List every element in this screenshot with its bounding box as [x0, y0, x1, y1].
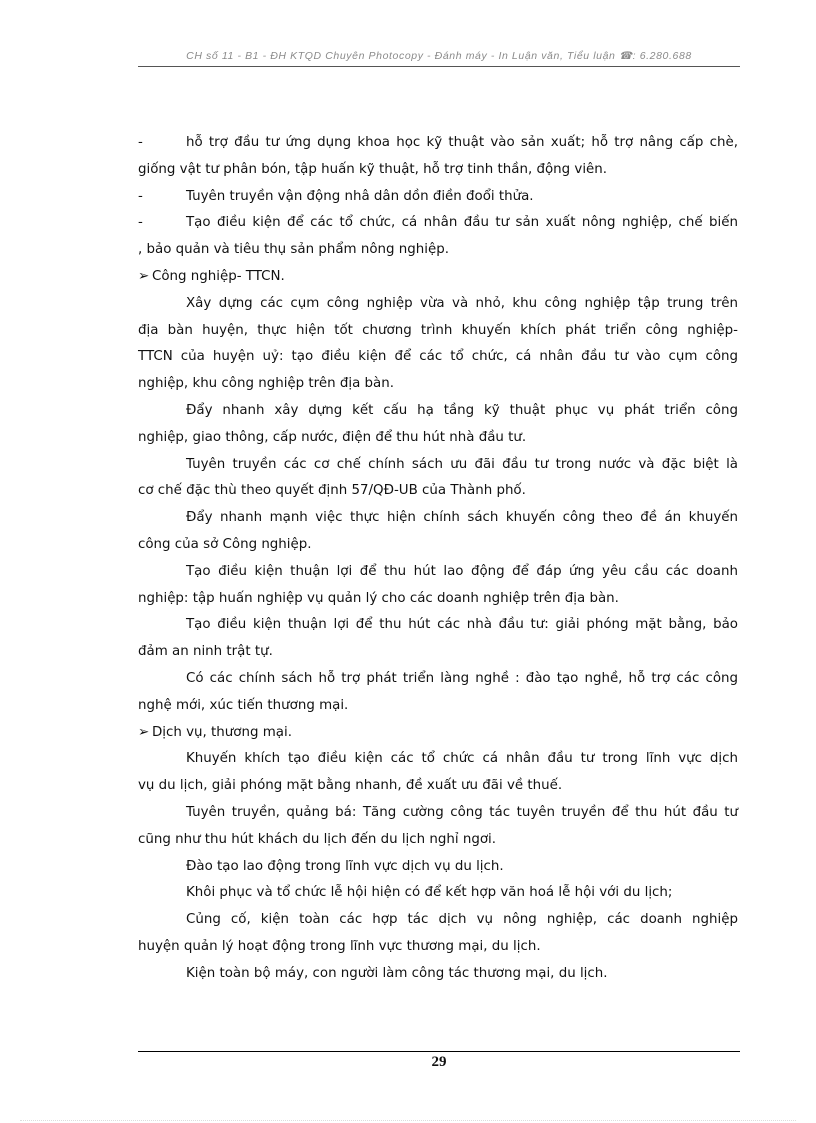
dash-bullet: - — [138, 215, 143, 231]
dash-bullet: - — [138, 188, 143, 204]
text-line: đảm an ninh trật tự. — [138, 644, 273, 660]
line-text: hỗ trợ đầu tư ứng dụng khoa học kỹ thuật vào sản xuất; hỗ trợ nâng cấp chè, — [186, 135, 738, 150]
section-heading — [138, 720, 738, 747]
text-line: TTCN của huyện uỷ: tạo điều kiện để các tổ chức, cá nhân đầu tư vào cụm công — [138, 349, 738, 365]
text-line: nghiệp, giao thông, cấp nước, điện để thu hút nhà đầu tư. — [138, 429, 527, 445]
text-line: Khuyến khích tạo điều kiện các tổ chức cá nhân đầu tư trong lĩnh vực dịch — [186, 751, 738, 767]
text-line: , bảo quản và tiêu thụ sản phẩm nông nghiệp. — [138, 242, 449, 258]
text-line: nghiệp, khu công nghiệp trên địa bàn. — [138, 376, 394, 392]
text-line: công của sở Công nghiệp. — [138, 536, 312, 552]
text-line: cơ chế đặc thù theo quyết định 57/QĐ-UB của Thành phố. — [138, 483, 526, 499]
text-line: Đẩy nhanh xây dựng kết cấu hạ tầng kỹ thuật phục vụ phát triển công — [186, 402, 738, 418]
section-heading — [138, 264, 738, 291]
line-text: Tạo điều kiện để các tổ chức, cá nhân đầu tư sản xuất nông nghiệp, chế biến — [186, 215, 738, 231]
arrow-bullet-icon: ➢ — [138, 268, 150, 284]
text-line: giống vật tư phân bón, tập huấn kỹ thuật, hỗ trợ tinh thần, động viên. — [138, 161, 608, 177]
text-line: nghệ mới, xúc tiến thương mại. — [138, 697, 349, 713]
page-body — [138, 130, 738, 988]
text-line: Đào tạo lao động trong lĩnh vực dịch vụ du lịch. — [186, 858, 504, 874]
text-line: cũng như thu hút khách du lịch đến du lịch nghỉ ngơi. — [138, 831, 496, 847]
list-item — [138, 184, 738, 211]
text-line: huyện quản lý hoạt động trong lĩnh vực thương mại, du lịch. — [138, 938, 541, 954]
text-line: Tuyên truyền, quảng bá: Tăng cường công tác tuyên truyền để thu hút đầu tư — [186, 804, 738, 820]
page-edge-dots — [20, 1120, 796, 1121]
text-line: Tuyên truyền các cơ chế chính sách ưu đãi đầu tư trong nước và đặc biệt là — [186, 456, 738, 472]
list-item — [138, 130, 738, 157]
text-line: Củng cố, kiện toàn các hợp tác dịch vụ nông nghiệp, các doanh nghiệp — [186, 912, 738, 928]
text-line: Xây dựng các cụm công nghiệp vừa và nhỏ, khu công nghiệp tập trung trên — [186, 295, 738, 311]
text-line: vụ du lịch, giải phóng mặt bằng nhanh, đề xuất ưu đãi về thuế. — [138, 778, 563, 794]
text-line: Tạo điều kiện thuận lợi để thu hút lao động để đáp ứng yêu cầu các doanh — [186, 563, 738, 579]
page-number: 29 — [431, 1054, 447, 1070]
list-item — [138, 210, 738, 237]
text-line: Có các chính sách hỗ trợ phát triển làng nghề : đào tạo nghề, hỗ trợ các công — [186, 670, 738, 686]
text-line: Đẩy nhanh mạnh việc thực hiện chính sách khuyến công theo đề án khuyến — [186, 510, 738, 526]
text-line: nghiệp: tập huấn nghiệp vụ quản lý cho các doanh nghiệp trên địa bàn. — [138, 590, 619, 606]
line-text: Tuyên truyền vận động nhâ dân dồn điền đoổi thửa. — [186, 188, 534, 204]
arrow-bullet-icon: ➢ — [138, 724, 150, 740]
text-line: Kiện toàn bộ máy, con người làm công tác thương mại, du lịch. — [186, 965, 608, 981]
text-line: địa bàn huyện, thực hiện tốt chương trình khuyến khích phát triển công nghiệp- — [138, 322, 738, 338]
header-rule — [138, 66, 740, 67]
heading-text: Công nghiệp- TTCN. — [152, 268, 285, 284]
text-line: Tạo điều kiện thuận lợi để thu hút các nhà đầu tư: giải phóng mặt bằng, bảo — [186, 617, 738, 633]
footer-rule — [138, 1051, 740, 1052]
dash-bullet: - — [138, 135, 143, 150]
running-header: CH số 11 - B1 - ĐH KTQD Chuyên Photocopy - Đánh máy - In Luận văn, Tiểu luận ☎: 6.280.688 — [186, 50, 692, 62]
text-line: Khôi phục và tổ chức lễ hội hiện có để kết hợp văn hoá lễ hội với du lịch; — [186, 885, 673, 901]
heading-text: Dịch vụ, thương mại. — [152, 724, 292, 740]
